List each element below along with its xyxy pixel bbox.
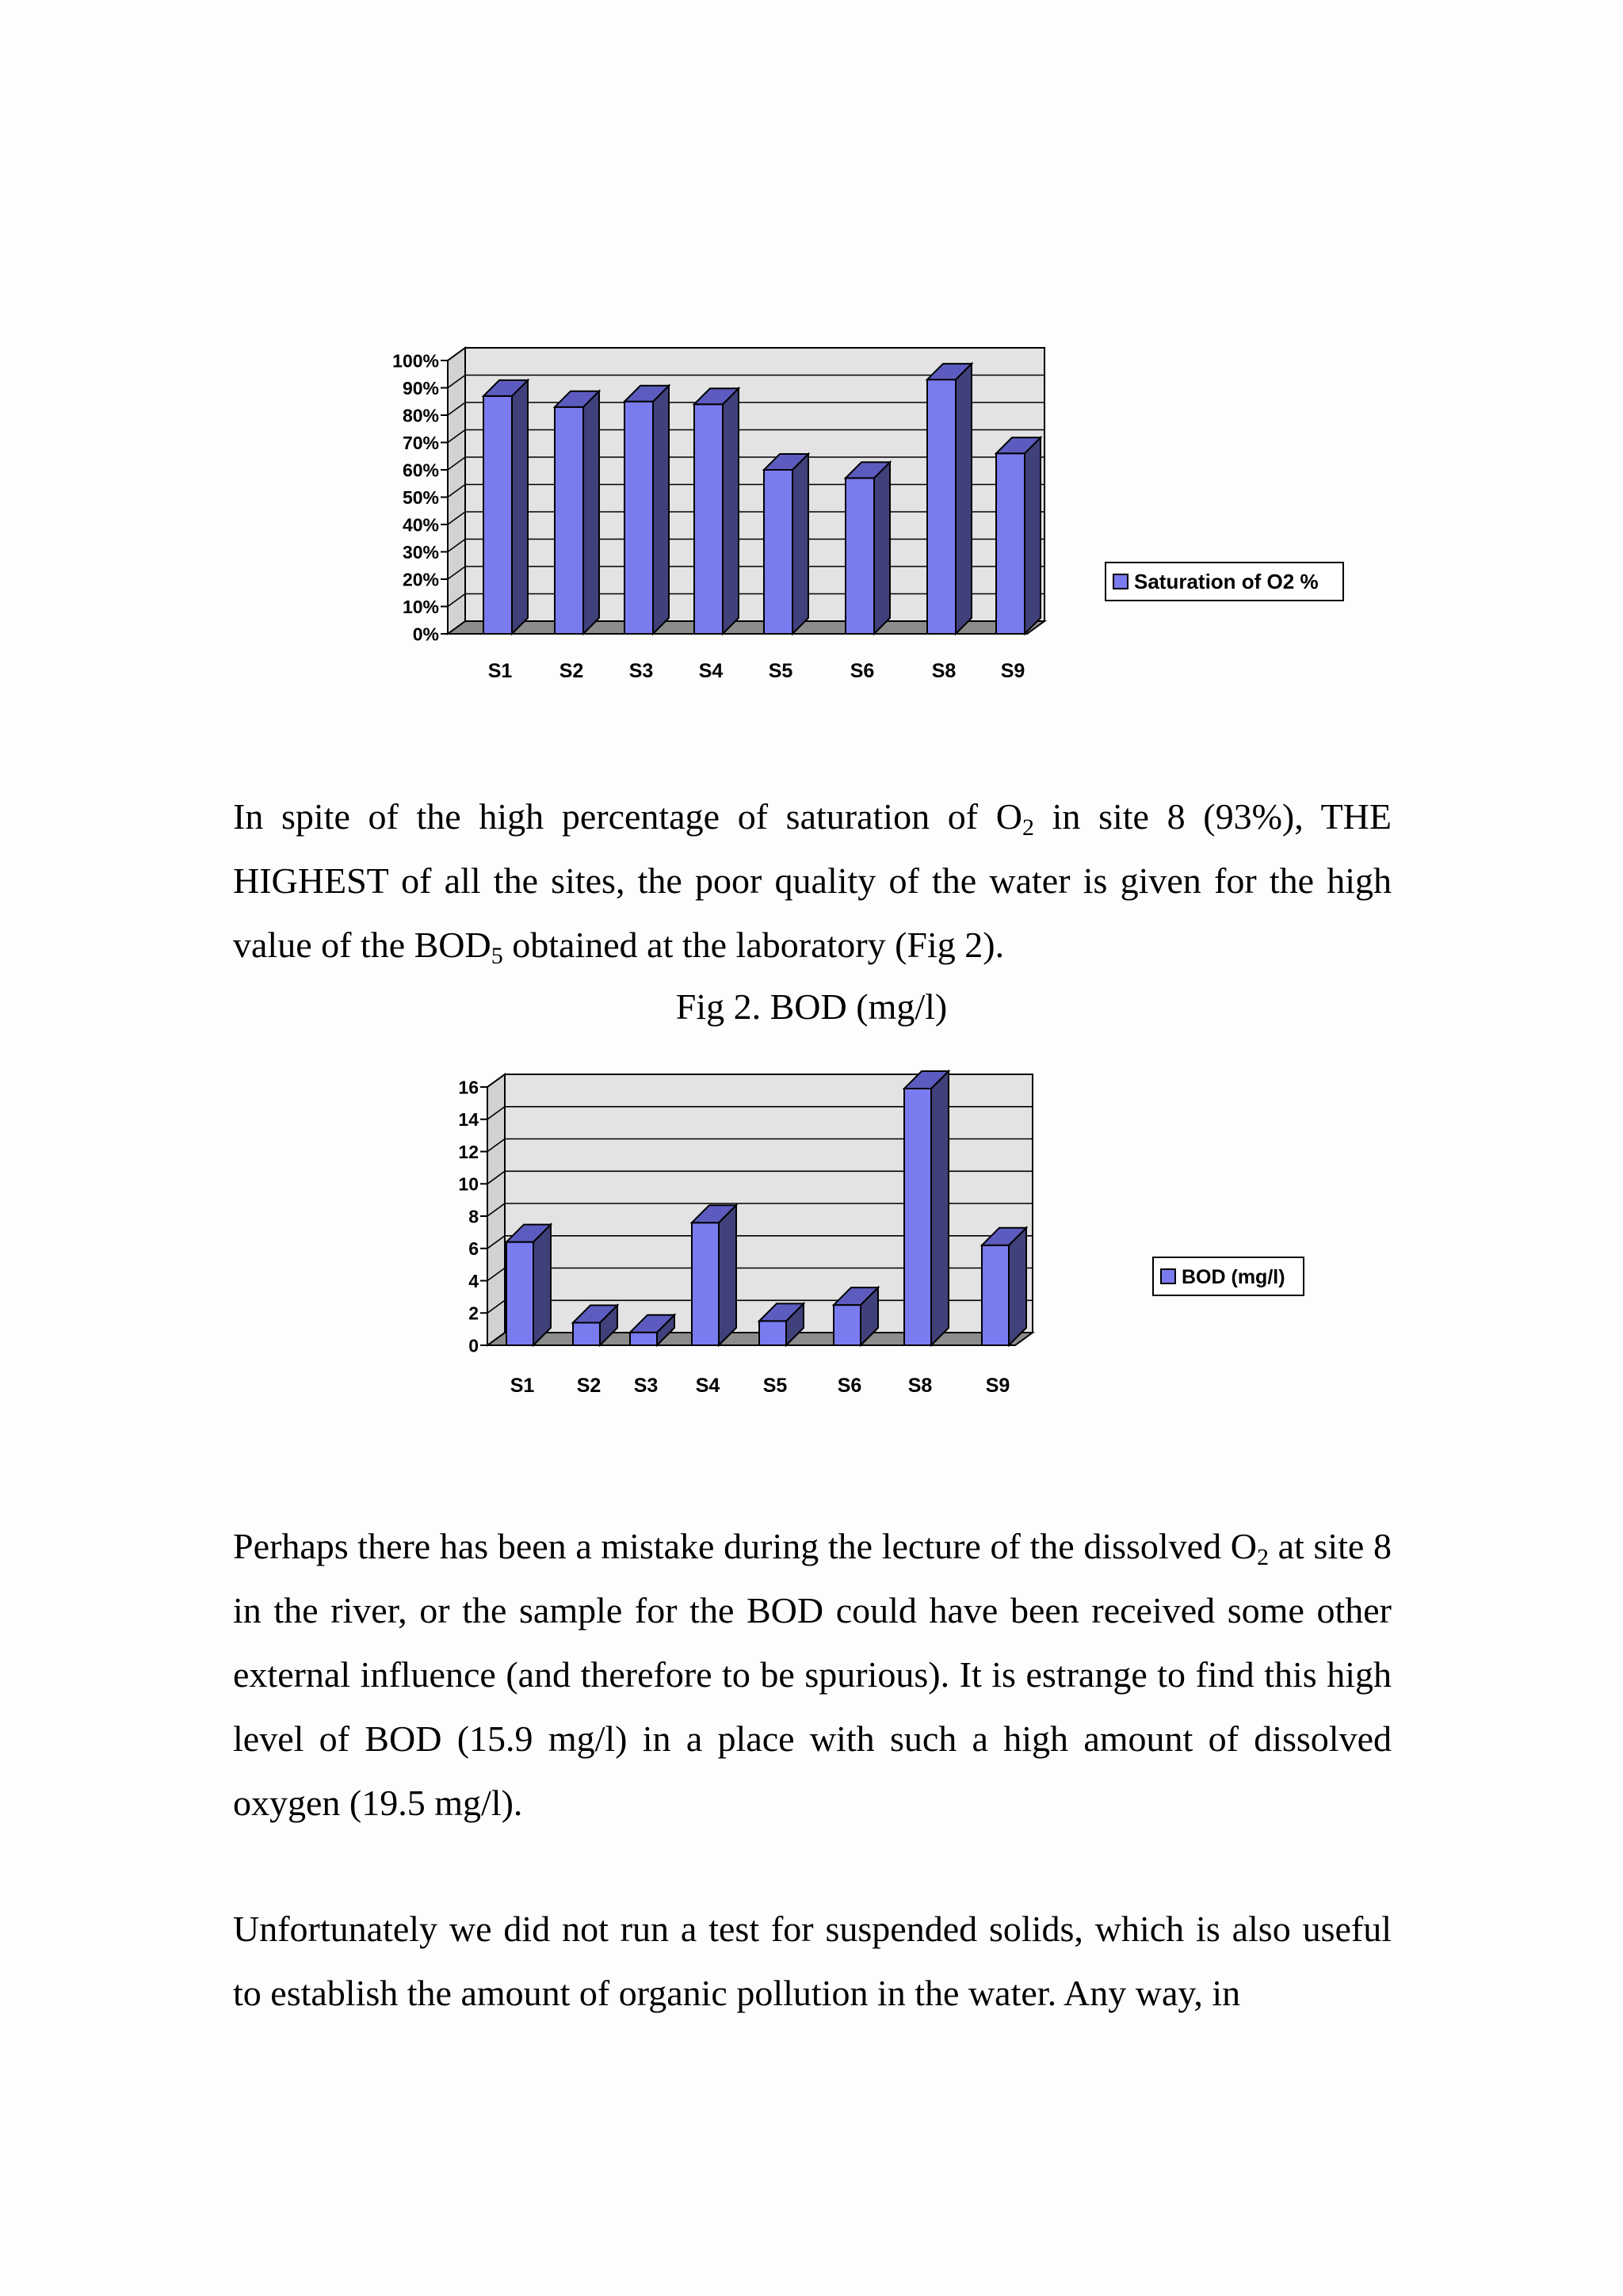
y-tick-label: 70% bbox=[402, 432, 439, 453]
y-tick-label: 0% bbox=[412, 624, 439, 645]
x-tick-label: S4 bbox=[695, 1375, 720, 1397]
bar bbox=[846, 462, 890, 634]
x-tick-label: S2 bbox=[559, 660, 584, 682]
y-tick-label: 20% bbox=[402, 569, 439, 590]
bar-front bbox=[630, 1333, 657, 1345]
bar bbox=[692, 1205, 736, 1345]
bar bbox=[904, 1071, 949, 1345]
x-tick-label: S2 bbox=[576, 1375, 601, 1397]
bar-side bbox=[723, 388, 739, 634]
figure-caption: Fig 2. BOD (mg/l) bbox=[675, 986, 948, 1027]
bar bbox=[982, 1228, 1026, 1345]
x-tick-label: S1 bbox=[487, 660, 513, 682]
bar bbox=[927, 364, 972, 634]
x-tick-label: S1 bbox=[510, 1375, 535, 1397]
x-tick-label: S6 bbox=[837, 1375, 862, 1397]
bar-front bbox=[982, 1245, 1009, 1345]
bod-chart bbox=[0, 1030, 1623, 1442]
bar-side bbox=[533, 1225, 551, 1345]
bar-front bbox=[846, 478, 874, 634]
x-tick-label: S8 bbox=[907, 1375, 933, 1397]
o2-saturation-chart bbox=[0, 0, 1623, 713]
y-tick-label: 10% bbox=[402, 596, 439, 617]
bar-side bbox=[653, 386, 669, 634]
x-tick-label: S3 bbox=[633, 1375, 659, 1397]
bar bbox=[506, 1225, 551, 1345]
bar-front bbox=[759, 1321, 786, 1345]
bar-front bbox=[927, 379, 956, 634]
x-tick-label: S5 bbox=[762, 1375, 788, 1397]
paragraph-o2-saturation: In spite of the high percentage of saturation of $O_2$ in site 8 (93%), THE HIGHEST of all the sites, the poor quality of the water is given for the high value of the $BOD_5$ obtained at the laboratory (Fig 2). bbox=[233, 796, 1392, 969]
bar-front bbox=[904, 1089, 931, 1345]
bar-front bbox=[624, 402, 653, 634]
y-tick-label: 40% bbox=[402, 514, 439, 536]
bar-side bbox=[583, 391, 599, 634]
legend-swatch bbox=[1161, 1269, 1175, 1283]
bar-front bbox=[506, 1242, 533, 1345]
y-tick-label: 6 bbox=[468, 1238, 479, 1260]
y-tick-label: 50% bbox=[402, 486, 439, 508]
y-tick-label: 0 bbox=[468, 1335, 479, 1356]
x-tick-label: S6 bbox=[850, 660, 875, 682]
y-tick-label: 80% bbox=[402, 405, 439, 426]
x-tick-label: S8 bbox=[931, 660, 957, 682]
bar bbox=[624, 386, 669, 634]
y-tick-label: 14 bbox=[458, 1109, 479, 1131]
bar-front bbox=[834, 1305, 861, 1345]
bar bbox=[555, 391, 599, 634]
y-tick-label: 30% bbox=[402, 541, 439, 563]
bar-side bbox=[1025, 437, 1041, 634]
x-tick-label: S9 bbox=[1000, 660, 1025, 682]
y-tick-label: 90% bbox=[402, 377, 439, 399]
bar-front bbox=[573, 1323, 600, 1346]
bar bbox=[694, 388, 739, 634]
y-tick-label: 60% bbox=[402, 460, 439, 481]
bar-side bbox=[792, 454, 808, 634]
y-tick-label: 8 bbox=[468, 1206, 479, 1227]
bar bbox=[483, 380, 528, 634]
x-tick-label: S9 bbox=[985, 1375, 1010, 1397]
bar-front bbox=[764, 470, 792, 634]
x-tick-label: S3 bbox=[628, 660, 654, 682]
y-tick-label: 4 bbox=[468, 1270, 479, 1291]
y-tick-label: 10 bbox=[458, 1173, 479, 1195]
bar-side bbox=[931, 1071, 949, 1345]
y-tick-label: 2 bbox=[468, 1302, 479, 1324]
bar-side bbox=[512, 380, 528, 634]
bar-front bbox=[483, 396, 512, 634]
paragraph-suspended-solids: Unfortunately we did not run a test for suspended solids, which is also useful to establish the amount of organic pollution in the water. Any way, in bbox=[233, 1909, 1392, 2013]
bar-front bbox=[996, 453, 1025, 634]
x-tick-label: S4 bbox=[698, 660, 724, 682]
bar-front bbox=[692, 1222, 719, 1345]
legend-label: Saturation of O2 % bbox=[1134, 570, 1319, 593]
bar bbox=[996, 437, 1041, 634]
y-tick-label: 100% bbox=[392, 350, 439, 372]
y-tick-label: 16 bbox=[458, 1077, 479, 1098]
y-tick-label: 12 bbox=[458, 1141, 479, 1162]
bar-side bbox=[1009, 1228, 1026, 1345]
bar-front bbox=[694, 404, 723, 634]
legend-swatch bbox=[1113, 574, 1128, 589]
bar-side bbox=[956, 364, 972, 634]
bar bbox=[764, 454, 808, 634]
legend-label: BOD (mg/l) bbox=[1182, 1266, 1285, 1288]
bar-side bbox=[874, 462, 890, 634]
paragraph-bod-discussion: Perhaps there has been a mistake during the lecture of the dissolved $O_2$ at site 8 in the river, or the sample for the BOD could have been received some other external influence (and therefore to be spurious). It is estrange to find this high level of BOD (15.9 mg/l) in a place with such a high amount of dissolved oxygen (19.5 mg/l). bbox=[233, 1526, 1392, 1823]
bar-front bbox=[555, 407, 583, 634]
x-tick-label: S5 bbox=[768, 660, 793, 682]
bar-side bbox=[719, 1205, 736, 1345]
